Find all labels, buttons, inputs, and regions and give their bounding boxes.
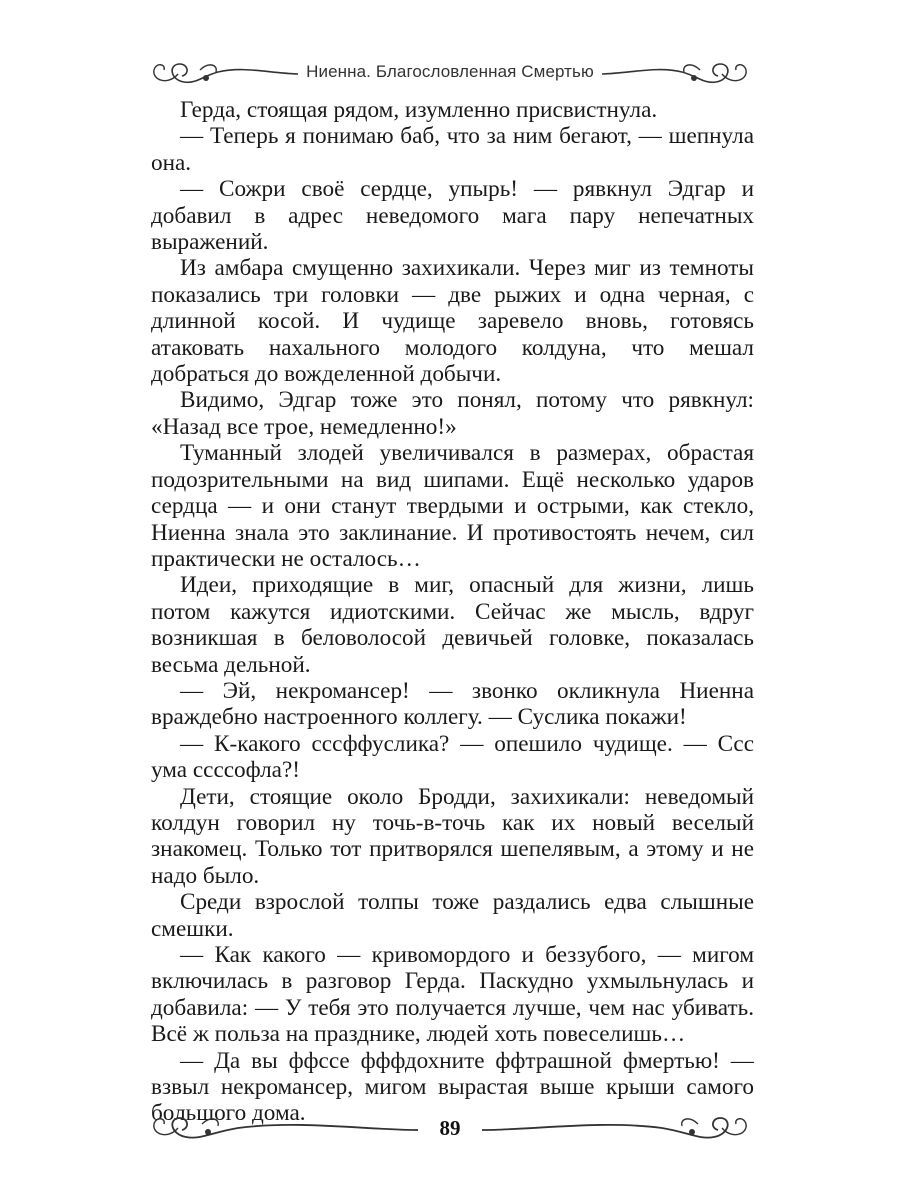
paragraph: — Как какого — кривомордого и беззубого, — мигом включилась в разговор Герда. Паскудно ухмыльнулась и добавила: — У тебя это получается лучше, чем нас убивать. Всё ж польза на празднике, людей хоть повеселишь… — [151, 942, 754, 1048]
top-right-flourish-ornament — [602, 56, 752, 92]
paragraph: Видимо, Эдгар тоже это понял, потому что рявкнул: «Назад все трое, немедленно!» — [151, 387, 754, 440]
paragraph: Среди взрослой толпы тоже раздались едва слышные смешки. — [151, 889, 754, 942]
paragraph: Идеи, приходящие в миг, опасный для жизни, лишь потом кажутся идиотскими. Сейчас же мысль, вдруг возникшая в беловолосой девичьей головке, показалась весьма дельной. — [151, 572, 754, 678]
body-text — [151, 97, 754, 1127]
paragraph: — Да вы ффссе фффдохните ффтрашной фмертью! — взвыл некромансер, мигом вырастая выше крыши самого большого дома. — [151, 1047, 754, 1127]
paragraph: Туманный злодей увеличивался в размерах, обрастая подозрительными на вид шипами. Ещё несколько ударов сердца — и они станут твердыми и острыми, как стекло, Ниенна знала это заклинание. И противостоять нечем, сил практически не осталось… — [151, 440, 754, 572]
paragraph: — Эй, некромансер! — звонко окликнула Ниенна враждебно настроенного коллегу. — Суслика покажи! — [151, 677, 754, 731]
paragraph: Герда, стоящая рядом, изумленно присвистнула. — [180, 97, 658, 123]
bottom-right-flourish-ornament — [482, 1110, 752, 1146]
top-left-flourish-ornament — [148, 56, 298, 92]
paragraph: — Теперь я понимаю баб, что за ним бегают, — шепнула она. — [151, 123, 754, 176]
paragraph: Из амбара смущенно захихикали. Через миг из темноты показались три головки — две рыжих и одна черная, с длинной косой. И чудище заревело вновь, готовясь атаковать нахального молодого колдуна, что мешал добраться до вожделенной добычи. — [151, 255, 754, 388]
paragraph: — Сожри своё сердце, упырь! — рявкнул Эдгар и добавил в адрес неведомого мага пару непечатных выражений. — [151, 176, 754, 256]
paragraph: — К-какого сссффуслика? — опешило чудище. — Ссс ума ссссофла?! — [151, 730, 754, 784]
page-number: 89 — [439, 1116, 461, 1140]
running-header-title: Ниенна. Благословленная Смертью — [306, 62, 594, 81]
bottom-left-flourish-ornament — [148, 1110, 418, 1146]
paragraph: Дети, стоящие около Бродди, захихикали: неведомый колдун говорил ну точь-в-точь как их новый веселый знакомец. Только тот притворялся шепелявым, а этому и не надо было. — [151, 783, 754, 889]
